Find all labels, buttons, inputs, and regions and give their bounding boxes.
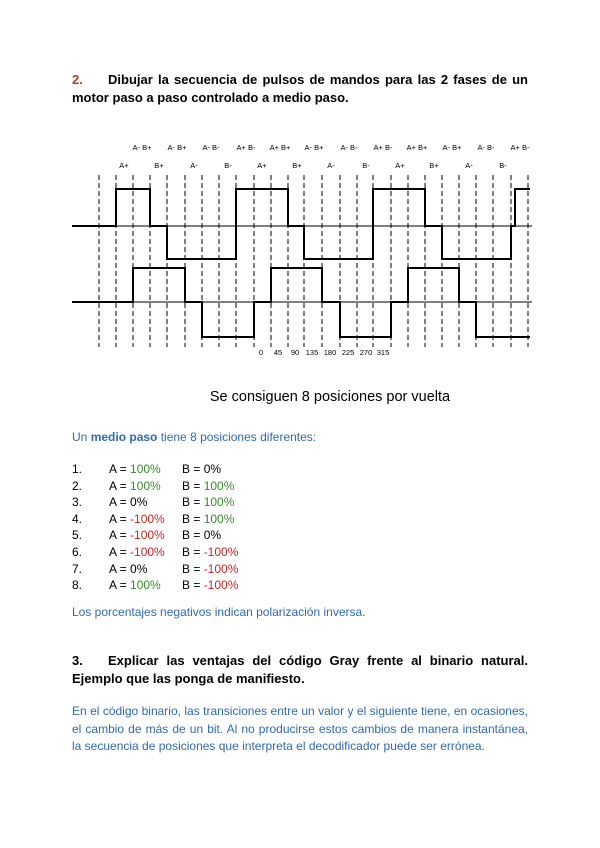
position-number: 2.: [72, 478, 83, 493]
phase-b-value: B = 0%: [182, 528, 222, 543]
phase-label: B+: [154, 161, 164, 170]
question-3-title: Explicar las ventajas del código Gray frente al binario natural. Ejemplo que las ponga de manifiesto.: [72, 653, 528, 686]
state-label: A- B-: [202, 143, 220, 152]
phase-label: A+: [119, 161, 129, 170]
angle-label: 180: [323, 348, 337, 357]
phase-b-value: B = -100%: [182, 544, 239, 559]
phase-label: A+: [257, 161, 267, 170]
phase-a-value: A = 100%: [109, 462, 161, 476]
phase-a-value: A = -100%: [109, 511, 165, 526]
phase-label: A+: [395, 161, 405, 170]
angle-label: 225: [341, 348, 355, 357]
angle-label: 90: [290, 348, 300, 357]
phase-label: B+: [292, 161, 302, 170]
state-label: A- B+: [442, 143, 462, 152]
position-number: 8.: [72, 578, 83, 593]
diagram-caption: Se consiguen 8 posiciones por vuelta: [209, 389, 451, 405]
half-step-pulse-diagram: [70, 135, 535, 367]
position-number: 7.: [72, 561, 83, 576]
state-label: A+ B-: [373, 143, 393, 152]
angle-label: 315: [376, 348, 390, 357]
phase-b-value: B = 100%: [182, 511, 235, 526]
phase-label: A-: [327, 161, 335, 170]
position-number: 4.: [72, 511, 83, 526]
angle-label: 0: [258, 348, 264, 357]
question-2-title: Dibujar la secuencia de pulsos de mandos para las 2 fases de un motor paso a paso controlado a medio paso.: [72, 72, 528, 105]
state-label: A- B+: [167, 143, 187, 152]
intro-bold-term: medio paso: [90, 430, 158, 444]
state-label: A+ B-: [510, 143, 530, 152]
state-label: A+ B-: [236, 143, 256, 152]
state-label: A- B+: [304, 143, 324, 152]
phase-a-value: A = 0%: [109, 561, 148, 576]
state-label: A+ B+: [406, 143, 428, 152]
phase-b-value: B = 0%: [182, 462, 222, 476]
phase-a-value: A = 100%: [109, 578, 161, 593]
question-3-number: 3.: [72, 653, 83, 668]
question-2-number: 2.: [72, 72, 83, 87]
angle-label: 45: [273, 348, 283, 357]
phase-label: A-: [465, 161, 473, 170]
phase-label: B-: [499, 161, 507, 170]
state-label: A+ B+: [269, 143, 291, 152]
half-step-intro: [72, 430, 316, 444]
phase-b-value: B = 100%: [182, 478, 235, 493]
question-3-heading: [72, 652, 528, 688]
angle-label: 135: [305, 348, 319, 357]
angle-label: 270: [359, 348, 373, 357]
phase-a-value: A = 0%: [109, 495, 148, 510]
intro-text-after: tiene 8 posiciones diferentes:: [157, 430, 317, 444]
phase-b-value: B = -100%: [182, 578, 239, 593]
phase-a-waveform: [72, 189, 530, 259]
phase-b-value: B = 100%: [182, 495, 235, 510]
phase-a-value: A = 100%: [109, 478, 161, 493]
state-label: A- B-: [340, 143, 358, 152]
state-label: A- B+: [132, 143, 152, 152]
intro-text-before: Un: [72, 430, 91, 444]
question-2-heading: [72, 71, 528, 107]
phase-label: B-: [224, 161, 232, 170]
phase-label: B+: [429, 161, 439, 170]
state-label: A- B-: [477, 143, 495, 152]
position-number: 3.: [72, 495, 83, 510]
position-number: 5.: [72, 528, 83, 543]
phase-a-value: A = -100%: [109, 544, 165, 559]
position-number: 6.: [72, 544, 83, 559]
question-3-answer: En el código binario, las transiciones entre un valor y el siguiente tiene, en ocasiones, el cambio de más de un bit. Al no producirse estos cambios de manera instantánea, la secuencia de posiciones que interpreta el decodificador puede ser errónea.: [72, 704, 528, 753]
negative-percent-note: Los porcentajes negativos indican polarización inversa.: [72, 605, 366, 619]
phase-b-value: B = -100%: [182, 561, 239, 576]
position-number: 1.: [72, 462, 83, 476]
phase-label: B-: [362, 161, 370, 170]
phase-label: A-: [190, 161, 198, 170]
phase-a-value: A = -100%: [109, 528, 165, 543]
